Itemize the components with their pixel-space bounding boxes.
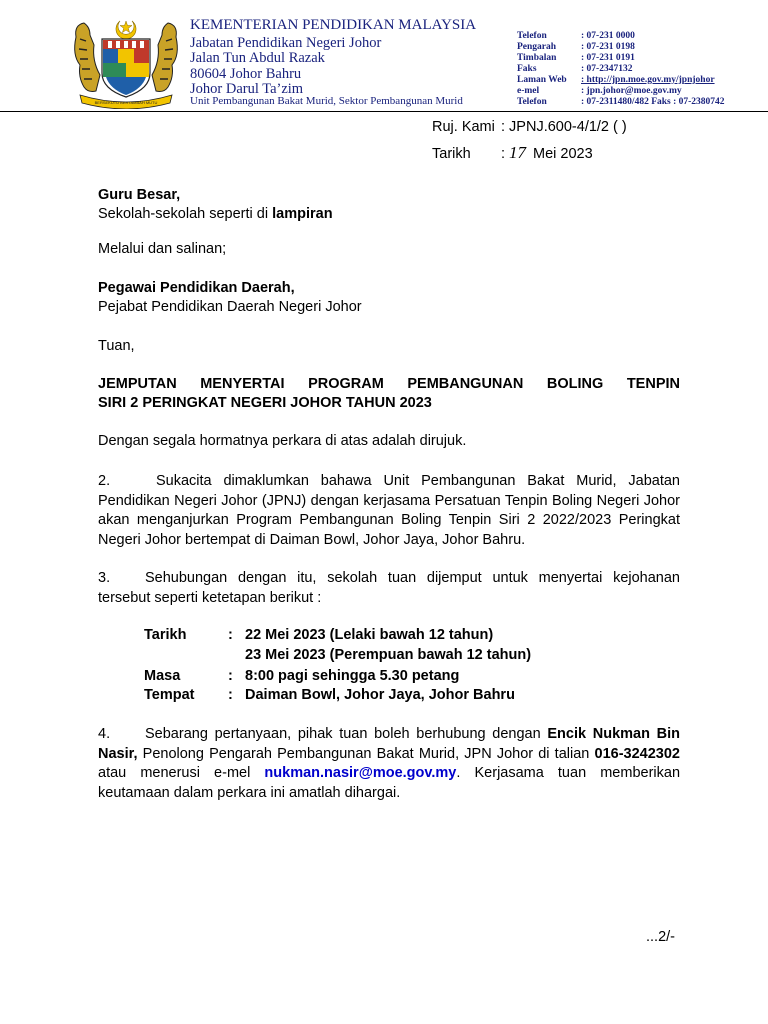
paragraph-4-number: 4. bbox=[98, 726, 111, 742]
details-tempat-colon: : bbox=[228, 687, 233, 703]
coat-of-arms-icon bbox=[70, 17, 182, 109]
date-month-year: Mei 2023 bbox=[533, 146, 593, 162]
contact-value-timbalan: : 07-231 0191 bbox=[581, 53, 635, 63]
address-city: 80604 Johor Bahru bbox=[190, 66, 302, 82]
details-tempat-value: Daiman Bowl, Johor Jaya, Johor Bahru bbox=[245, 687, 515, 703]
contact-label-faks: Faks bbox=[517, 64, 537, 74]
paragraph-2-text: Sukacita dimaklumkan bahawa Unit Pembangunan Bakat Murid, Jabatan Pendidikan Negeri Johor (JPNJ) dengan kerjasama Persatuan Tenpin Boling Negeri Johor akan menganjurkan Program Pembangunan Boling Tenpin Siri 2 2022/2023 Peringkat Negeri Johor bertempat di Daiman Bowl, Johor Jaya, Johor Bahru. bbox=[98, 473, 680, 548]
details-masa-label: Masa bbox=[144, 668, 181, 684]
department-name: Jabatan Pendidikan Negeri Johor bbox=[190, 35, 382, 51]
paragraph-4-text-d: . Kerjasama tuan memberikan keutamaan dalam perkara ini amatlah dihargai. bbox=[98, 765, 681, 801]
contact-value-pengarah: : 07-231 0198 bbox=[581, 42, 635, 52]
paragraph-4 bbox=[98, 725, 680, 803]
contact-value-email: : jpn.johor@moe.gov.my bbox=[581, 86, 682, 96]
contact-value-telefon: : 07-231 0000 bbox=[581, 31, 635, 41]
paragraph-3 bbox=[98, 569, 680, 608]
contact-label-timbalan: Timbalan bbox=[517, 53, 557, 63]
ministry-name: KEMENTERIAN PENDIDIKAN MALAYSIA bbox=[190, 17, 477, 33]
page-continuation-marker: ...2/- bbox=[646, 929, 676, 945]
contact-person-name: Encik Nukman Bin Nasir, bbox=[98, 726, 680, 762]
paragraph-2 bbox=[98, 472, 680, 550]
details-tarikh-line-1: 22 Mei 2023 (Lelaki bawah 12 tahun) bbox=[245, 627, 494, 643]
paragraph-3-text: Sehubungan dengan itu, sekolah tuan dijemput untuk menyertai kejohanan tersebut seperti ketetapan berikut : bbox=[98, 570, 680, 606]
recipient-line-prefix: Sekolah-sekolah seperti di bbox=[98, 206, 273, 222]
letterhead-divider bbox=[0, 111, 768, 112]
opening-sentence: Dengan segala hormatnya perkara di atas adalah dirujuk. bbox=[98, 433, 467, 449]
contact-value-faks: : 07-2347132 bbox=[581, 64, 633, 74]
paragraph-2-number: 2. bbox=[98, 473, 111, 489]
paragraph-4-text-a: Sebarang pertanyaan, pihak tuan boleh berhubung dengan bbox=[145, 726, 548, 742]
contact-label-pengarah: Pengarah bbox=[517, 42, 557, 52]
date-colon: : bbox=[501, 146, 506, 162]
date-day-handwritten: 17 bbox=[509, 143, 526, 162]
details-tempat-label: Tempat bbox=[144, 687, 195, 703]
details-masa-value: 8:00 pagi sehingga 5.30 petang bbox=[245, 668, 460, 684]
paragraph-4-text-b: Penolong Pengarah Pembangunan Bakat Murid, JPN Johor di talian bbox=[137, 745, 595, 762]
ref-value: : JPNJ.600-4/1/2 ( ) bbox=[501, 119, 627, 135]
details-tarikh-colon: : bbox=[228, 627, 233, 643]
cc-title: Pegawai Pendidikan Daerah, bbox=[98, 280, 295, 296]
svg-text:BERSEKUTU BERTAMBAH MUTU: BERSEKUTU BERTAMBAH MUTU bbox=[94, 100, 158, 105]
unit-name: Unit Pembangunan Bakat Murid, Sektor Pembangunan Murid bbox=[190, 95, 463, 107]
recipient-line-bold: lampiran bbox=[272, 206, 333, 222]
details-tarikh-label: Tarikh bbox=[144, 627, 187, 643]
contact-label-email: e-mel bbox=[517, 86, 540, 96]
details-masa-colon: : bbox=[228, 668, 233, 684]
details-tarikh-line-2: 23 Mei 2023 (Perempuan bawah 12 tahun) bbox=[245, 647, 532, 663]
contact-email-link[interactable]: nukman.nasir@moe.gov.my bbox=[264, 765, 457, 781]
cc-intro: Melalui dan salinan; bbox=[98, 241, 227, 257]
recipient-line bbox=[98, 206, 333, 222]
contact-phone: 016-3242302 bbox=[594, 745, 680, 762]
contact-label-telefon-2: Telefon bbox=[517, 97, 547, 107]
contact-label-telefon: Telefon bbox=[517, 31, 547, 41]
coat-of-arms-logo bbox=[70, 17, 182, 109]
contact-label-web: Laman Web bbox=[517, 75, 567, 85]
cc-office: Pejabat Pendidikan Daerah Negeri Johor bbox=[98, 299, 362, 315]
address-street: Jalan Tun Abdul Razak bbox=[190, 50, 325, 66]
salutation: Tuan, bbox=[98, 338, 135, 354]
subject-line-2: SIRI 2 PERINGKAT NEGERI JOHOR TAHUN 2023 bbox=[98, 395, 432, 411]
paragraph-4-text-c: atau menerusi e-mel bbox=[98, 765, 265, 781]
subject-line-1: JEMPUTAN MENYERTAI PROGRAM PEMBANGUNAN BOLING TENPIN bbox=[98, 376, 680, 392]
date-label: Tarikh bbox=[432, 146, 471, 162]
ref-label: Ruj. Kami bbox=[432, 119, 495, 135]
website-link[interactable]: : http://jpn.moe.gov.my/jpnjohor bbox=[581, 75, 715, 85]
address-state: Johor Darul Ta’zim bbox=[190, 81, 304, 97]
paragraph-3-number: 3. bbox=[98, 570, 111, 586]
contact-value-telefon-faks: : 07-2311480/482 Faks : 07-2380742 bbox=[581, 97, 725, 107]
recipient-title: Guru Besar, bbox=[98, 187, 181, 203]
